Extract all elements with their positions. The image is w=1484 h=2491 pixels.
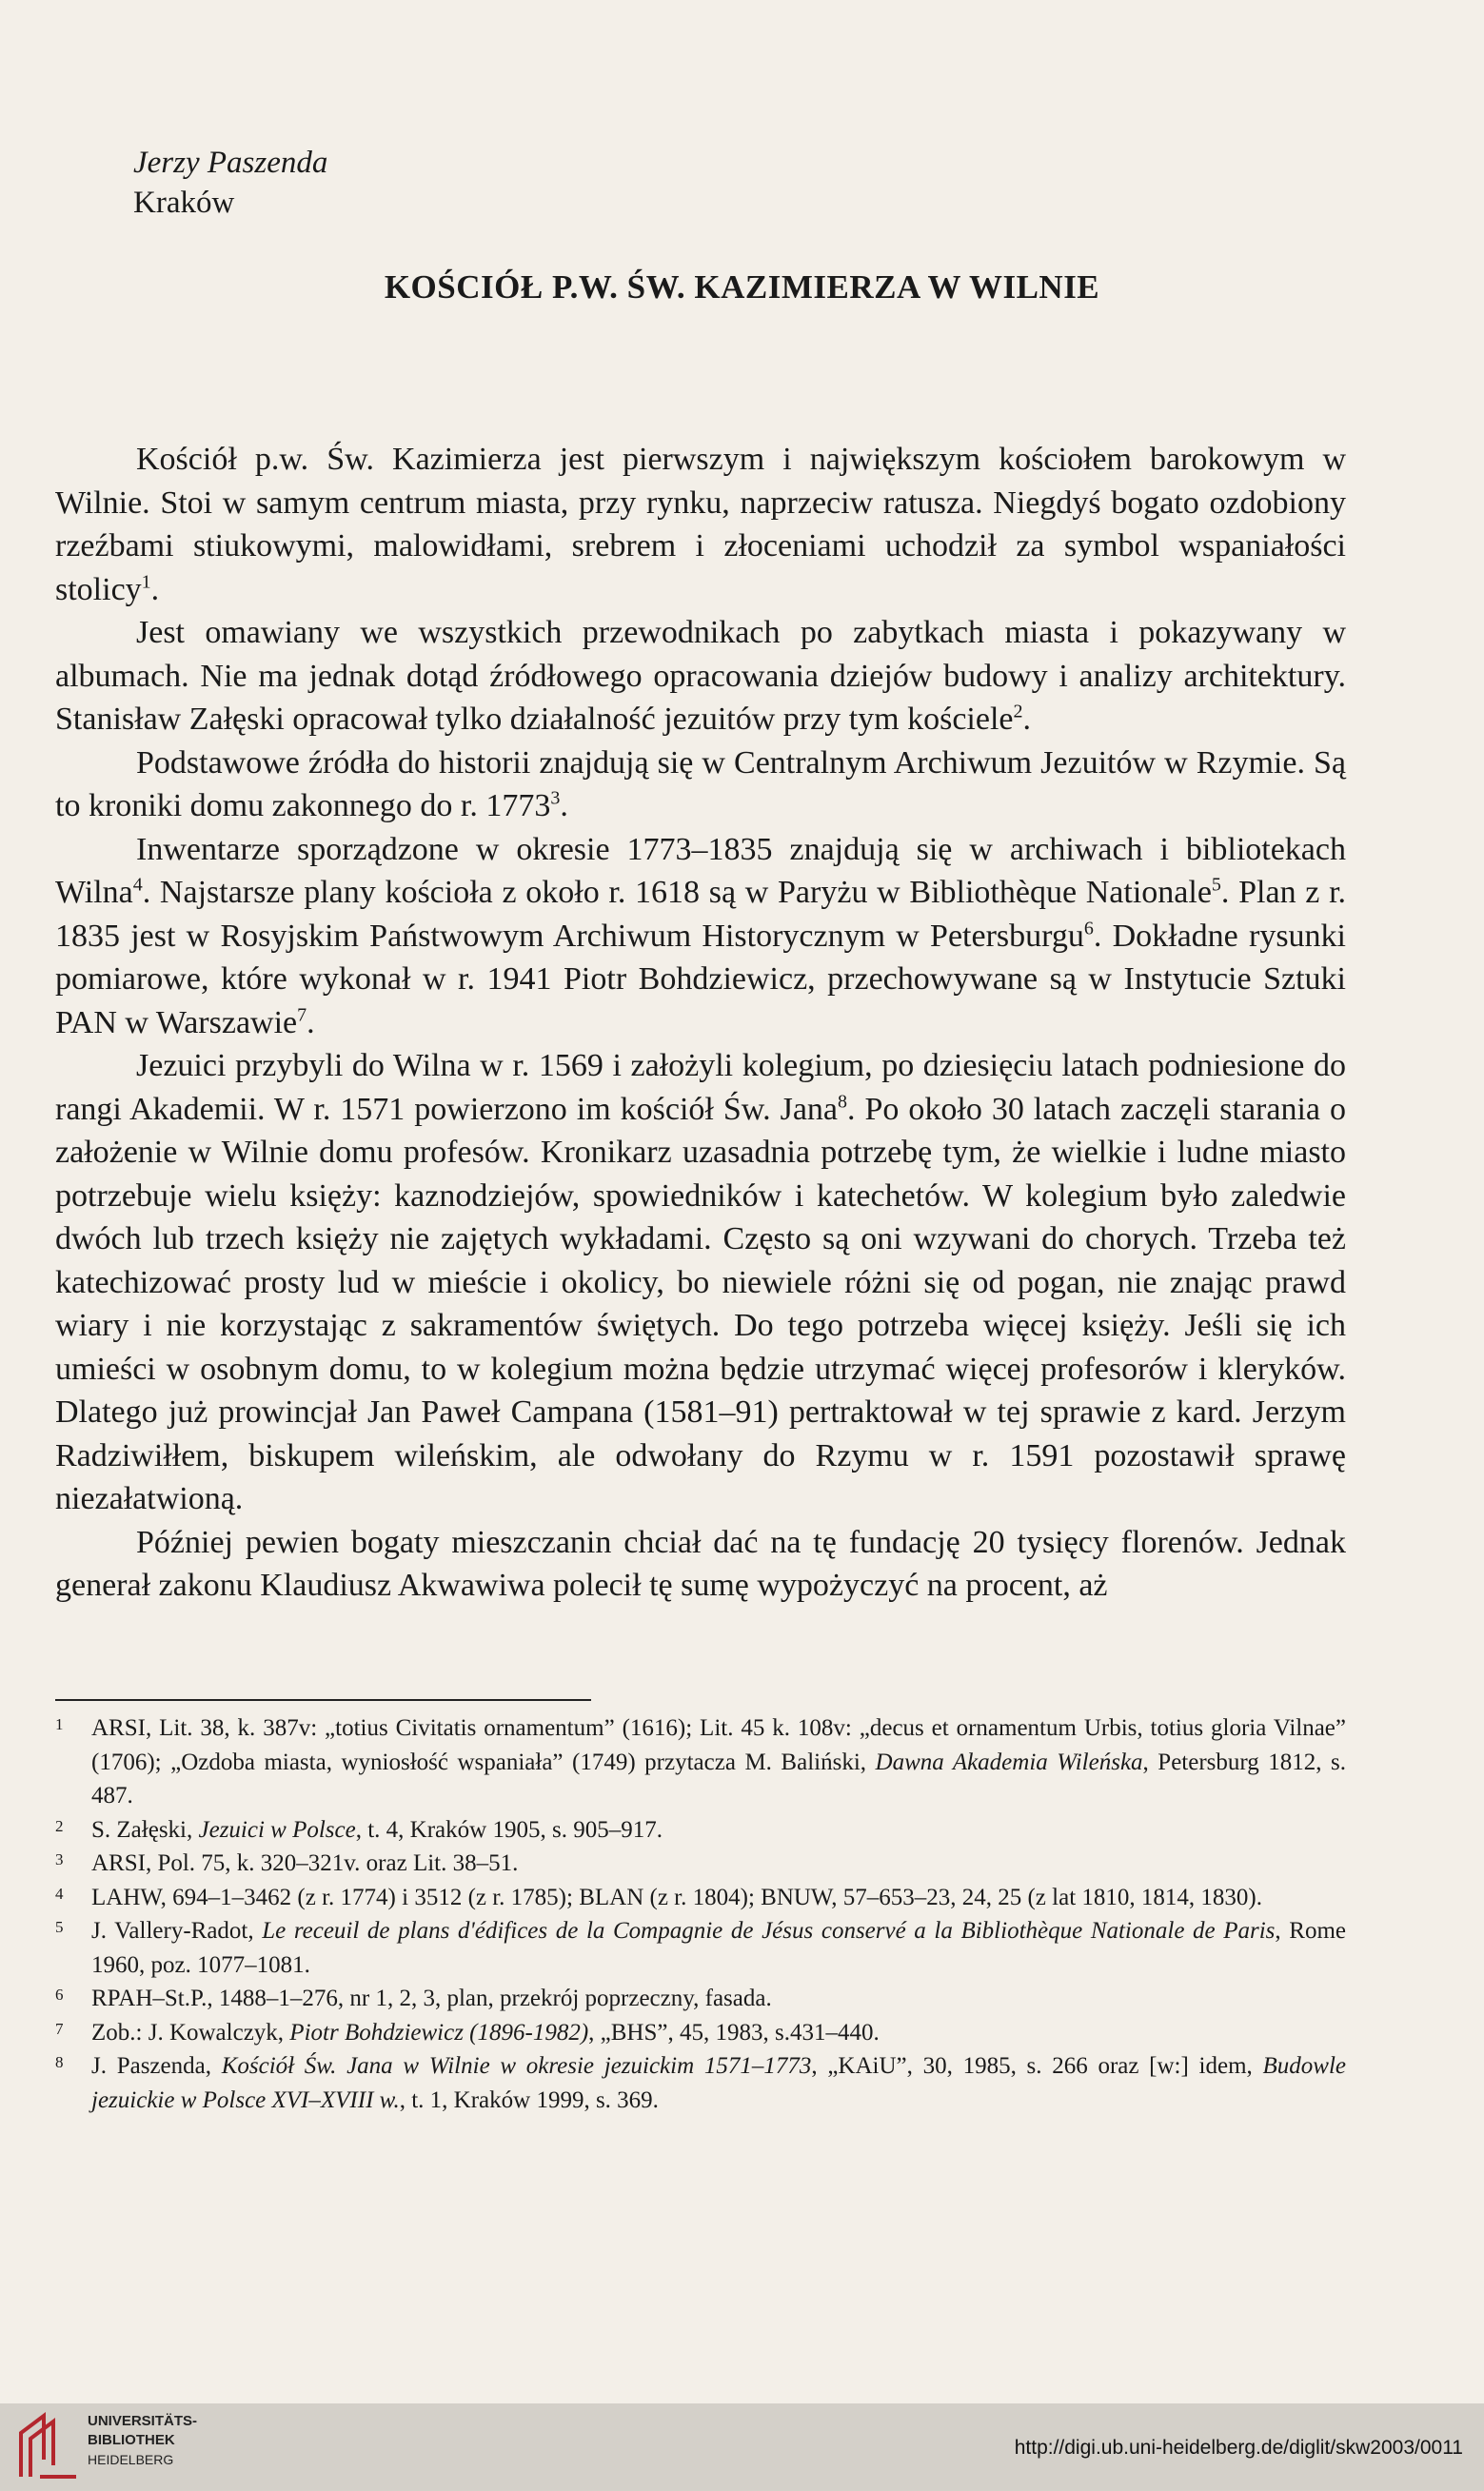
footnote-ref[interactable]: 7 [297, 1004, 307, 1026]
author-block [133, 143, 327, 223]
footnote-number: 7 [55, 2019, 64, 2038]
footnote-number: 1 [55, 1715, 64, 1733]
footnote-ref[interactable]: 3 [550, 787, 561, 809]
footnote-ref[interactable]: 5 [1211, 874, 1221, 896]
footnote-number: 8 [55, 2053, 64, 2071]
footnote-number: 4 [55, 1884, 64, 1903]
footnote: 3 ARSI, Pol. 75, k. 320–321v. oraz Lit. 38–51. [55, 1847, 1346, 1881]
author-city: Kraków [133, 186, 235, 220]
footnote: 6 RPAH–St.P., 1488–1–276, nr 1, 2, 3, plan, przekrój poprzeczny, fasada. [55, 1982, 1346, 2016]
library-name: UNIVERSITÄTS- BIBLIOTHEK HEIDELBERG [88, 2413, 198, 2467]
footnote: 5 J. Vallery-Radot, Le receuil de plans d'édifices de la Compagnie de Jésus conservé a la Bibliothèque Nationale de Paris, Rome 1960, poz. 1077–1081. [55, 1914, 1346, 1982]
article-title: KOŚCIÓŁ P.W. ŚW. KAZIMIERZA W WILNIE [384, 268, 1100, 306]
footnote-number: 2 [55, 1816, 64, 1835]
footnote: 8 J. Paszenda, Kościół Św. Jana w Wilnie w okresie jezuickim 1571–1773, „KAiU”, 30, 1985, s. 266 oraz [w:] idem, Budowle jezuickie w Polsce XVI–XVIII w., t. 1, Kraków 1999, s. 369. [55, 2049, 1346, 2117]
footnote-number: 5 [55, 1918, 64, 1936]
page-url-link[interactable]: http://digi.ub.uni-heidelberg.de/diglit/skw2003/0011 [1014, 2437, 1463, 2459]
paragraph: Jezuici przybyli do Wilna w r. 1569 i założyli kolegium, po dziesięciu latach podniesione do rangi Akademii. W r. 1571 powierzono im kościół Św. Jana$^8$. Po około 30 latach zaczęli starania o założenie w Wilnie domu profesów. Kronikarz uzasadnia potrzebę tym, że wielkie i ludne miasto potrzebuje wielu księży: kaznodziejów, spowiedników i katechetów. W kolegium było zaledwie dwóch lub trzech księży nie zajętych wykładami. Często są oni wzywani do chorych. Trzeba też katechizować prosty lud w mieście i okolicy, bo niewiele różni się od pogan, nie znając prawd wiary i nie korzystając z sakramentów świętych. Do tego potrzeba więcej księży. Jeśli się ich umieści w osobnym domu, to w kolegium można będzie utrzymać więcej profesorów i kleryków. Dlatego już prowincjał Jan Paweł Campana (1581–91) pertraktował w tej sprawie z kard. Jerzym Radziwiłłem, biskupem wileńskim, ale odwołany do Rzymu w r. 1591 pozostawił sprawę niezałatwioną. [55, 1048, 1346, 1516]
footnotes [55, 1711, 1346, 2117]
paragraph: Później pewien bogaty mieszczanin chciał dać na tę fundację 20 tysięcy florenów. Jednak generał zakonu Klaudiusz Akwawiwa polecił tę sumę wypożyczyć na procent, aż [55, 1524, 1346, 1603]
footnote: 7 Zob.: J. Kowalczyk, Piotr Bohdziewicz (1896-1982), „BHS”, 45, 1983, s.431–440. [55, 2016, 1346, 2050]
footnote-ref[interactable]: 8 [838, 1091, 848, 1113]
footnote: 1 ARSI, Lit. 38, k. 387v: „totius Civitatis ornamentum” (1616); Lit. 45 k. 108v: „decus et ornamentum Urbis, totius gloria Vilnae” (1706); „Ozdoba miasta, wyniosłość wspaniała” (1749) przytacza M. Baliński, Dawna Akademia Wileńska, Petersburg 1812, s. 487. [55, 1711, 1346, 1813]
paragraph: Inwentarze sporządzone w okresie 1773–1835 znajdują się w archiwach i bibliotekach Wilna$^4$. Najstarsze plany kościoła z około r. 1618 są w Paryżu w Bibliothèque Nationale$^5$. Plan z r. 1835 jest w Rosyjskim Państwowym Archiwum Historycznym w Petersburgu$^6$. Dokładne rysunki pomiarowe, które wykonał w r. 1941 Piotr Bohdziewicz, przechowywane są w Instytucie Sztuki PAN w Warszawie$^7$. [55, 831, 1347, 1040]
footnote-number: 3 [55, 1850, 64, 1868]
footnote: 4 LAHW, 694–1–3462 (z r. 1774) i 3512 (z r. 1785); BLAN (z r. 1804); BNUW, 57–653–23, 24, 25 (z lat 1810, 1814, 1830). [55, 1881, 1346, 1915]
footnote-ref[interactable]: 6 [1083, 918, 1094, 939]
footnote: 2 S. Załęski, Jezuici w Polsce, t. 4, Kraków 1905, s. 905–917. [55, 1813, 1346, 1848]
paragraph: Kościół p.w. Św. Kazimierza jest pierwszym i największym kościołem barokowym w Wilnie. Stoi w samym centrum miasta, przy rynku, naprzeciw ratusza. Niegdyś bogato ozdobiony rzeźbami stiukowymi, malowidłami, srebrem i złoceniami uchodził za symbol wspaniałości stolicy$^1$. [55, 442, 1346, 607]
footnote-rule [55, 1699, 591, 1701]
footnote-ref[interactable]: 4 [132, 874, 143, 896]
paragraph: Podstawowe źródła do historii znajdują się w Centralnym Archiwum Jezuitów w Rzymie. Są to kroniki domu zakonnego do r. 1773$^3$. [55, 744, 1346, 823]
article-body [55, 438, 1346, 1608]
footnote-ref[interactable]: 1 [141, 571, 151, 593]
author-name: Jerzy Paszenda [133, 146, 328, 180]
library-logo-icon[interactable] [15, 2410, 82, 2481]
footnote-ref[interactable]: 2 [1013, 701, 1023, 722]
footnote-number: 6 [55, 1986, 64, 2004]
paragraph: Jest omawiany we wszystkich przewodnikach po zabytkach miasta i pokazywany w albumach. Nie ma jednak dotąd źródłowego opracowania dziejów budowy i analizy architektury. Stanisław Załęski opracował tylko działalność jezuitów przy tym kościele$^2$. [55, 615, 1346, 737]
